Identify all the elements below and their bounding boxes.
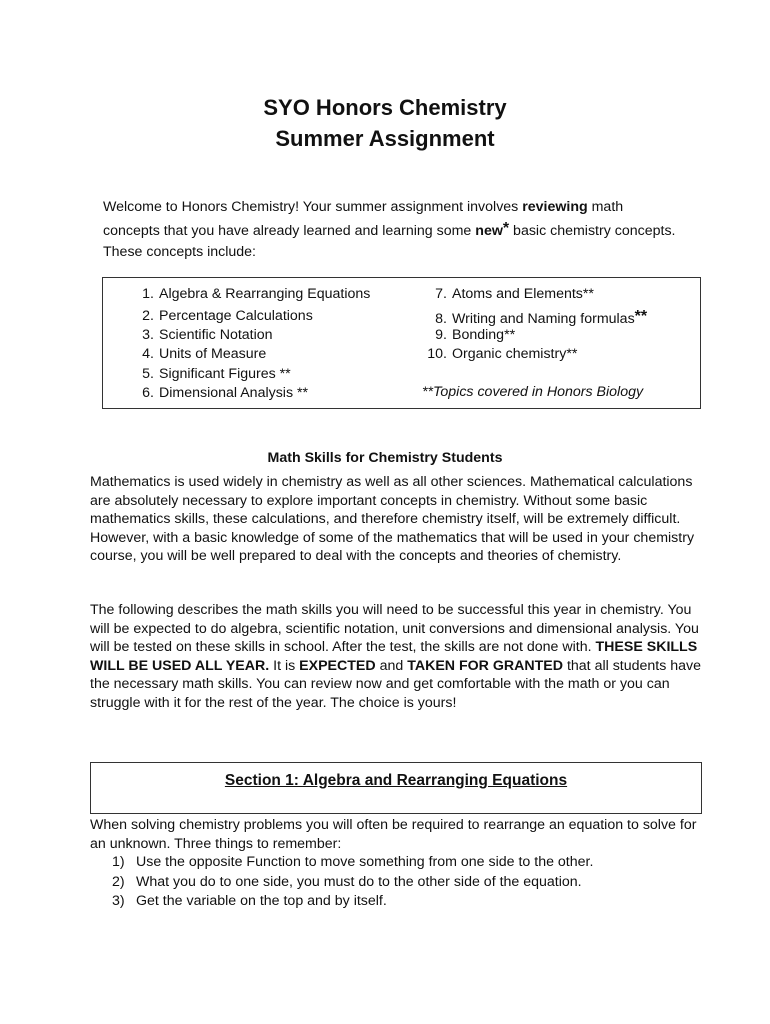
- topic-item: 4. Units of Measure: [142, 346, 267, 362]
- taken-for-granted-bold: TAKEN FOR GRANTED: [407, 657, 564, 674]
- section-1-intro: When solving chemistry problems you will often be required to rearrange an equation to solve for an unknown. Three things to remember:: [90, 817, 697, 852]
- topic-item: 5. Significant Figures **: [142, 366, 291, 382]
- topic-item: 8. Writing and Naming formulas**: [435, 308, 648, 327]
- expected-bold: EXPECTED: [299, 657, 376, 674]
- topic-stars: **: [634, 308, 648, 325]
- topic-item: 2. Percentage Calculations: [142, 308, 313, 324]
- list-item: 1) Use the opposite Function to move something from one side to the other.: [112, 854, 594, 870]
- title-line-1: SYO Honors Chemistry: [263, 95, 507, 120]
- topic-item: 3. Scientific Notation: [142, 327, 273, 343]
- list-item: 3) Get the variable on the top and by itself.: [112, 893, 387, 910]
- intro-new-star: *: [502, 220, 510, 237]
- topic-item: 10. Organic chemistry**: [427, 346, 578, 362]
- math-skills-heading: Math Skills for Chemistry Students: [267, 450, 503, 466]
- section-1-box: [90, 762, 702, 814]
- topic-item: 7. Atoms and Elements**: [435, 286, 594, 302]
- topics-note: **Topics covered in Honors Biology: [422, 384, 644, 400]
- intro-text-2: math concepts that you have already learned and learning some: [103, 199, 624, 239]
- intro-new-bold: new: [475, 223, 503, 239]
- rules-list: [112, 853, 593, 912]
- math-skills-paragraph-1: Mathematics is used widely in chemistry as well as all other sciences. Mathematical calculations are absolutely necessary to explore important concepts in chemistry. Without some basic mathematics skills, these calculations, and therefore chemistry itself, will be extremely difficult. However, with a basic knowledge of some of the mathematics that will be used in your chemistry course, you will be well prepared to deal with the concepts and theories of chemistry.: [90, 474, 695, 565]
- intro-text-1: Welcome to Honors Chemistry! Your summer assignment involves: [103, 199, 523, 215]
- topic-item: 6. Dimensional Analysis **: [142, 385, 309, 401]
- section-1-heading: Section 1: Algebra and Rearranging Equations: [224, 772, 568, 789]
- math-skills-paragraph-2: The following describes the math skills you will need to be successful this year in chemistry. You will be expected to do algebra, scientific notation, unit conversions and dimensional analysis. You will be tested on these skills in school. After the test, the skills are not done with. THESE SKILLS WILL BE USED ALL YEAR. It is EXPECTED and TAKEN FOR GRANTED that all students have the necessary math skills. You can review now and get comfortable with the math or you can struggle with it for the rest of the year. The choice is yours!: [90, 602, 702, 711]
- intro-paragraph: [103, 197, 683, 263]
- skills-all-year-bold: THESE SKILLS WILL BE USED ALL YEAR.: [90, 639, 698, 674]
- page-title: [0, 92, 770, 154]
- intro-reviewing-bold: reviewing: [522, 199, 588, 215]
- topics-box: [102, 277, 701, 409]
- intro-text-3: basic chemistry concepts. These concepts include:: [103, 223, 676, 260]
- topic-item: 1. Algebra & Rearranging Equations: [142, 286, 371, 302]
- topic-item: 9. Bonding**: [435, 327, 516, 343]
- title-line-2: Summer Assignment: [275, 126, 495, 151]
- list-item: 2) What you do to one side, you must do to the other side of the equation.: [112, 873, 582, 890]
